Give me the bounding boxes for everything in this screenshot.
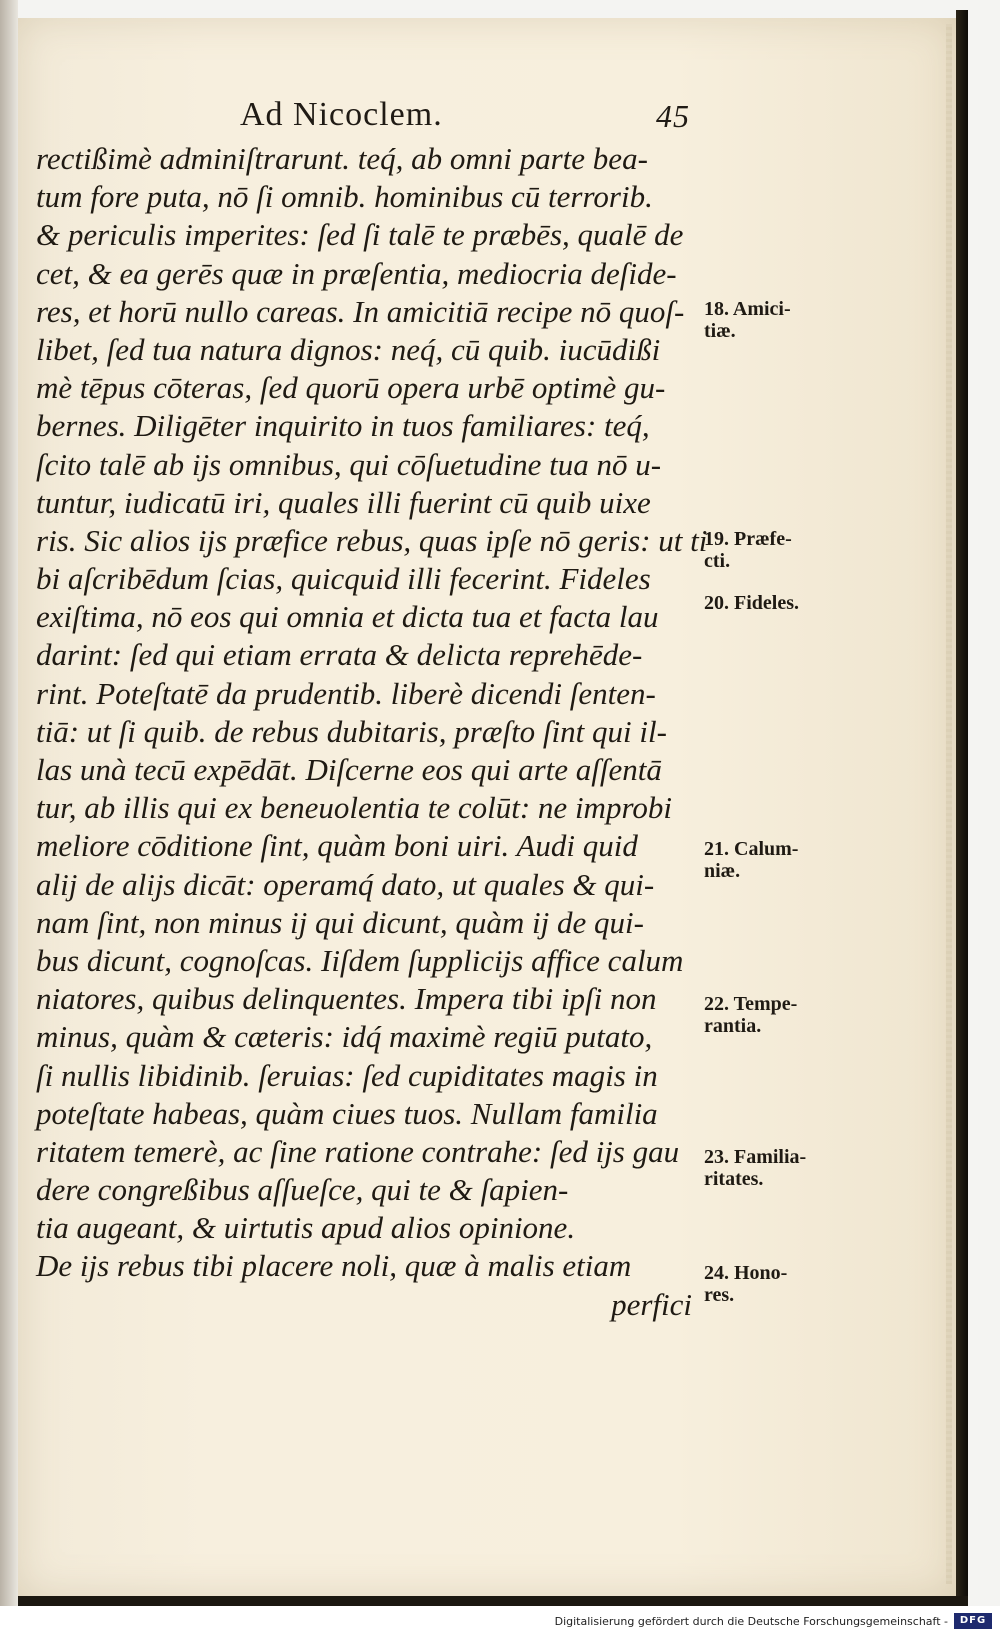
text-line: De ijs rebus tibi placere noli, quæ à malis etiam xyxy=(36,1248,632,1284)
text-line: niatores, quibus delinquentes. Impera tibi ipſi non xyxy=(36,981,657,1017)
digitization-footer xyxy=(0,1606,1000,1636)
marginal-note-line: 20. Fideles. xyxy=(704,592,799,614)
marginal-note-amicitiae xyxy=(704,298,824,342)
marginal-note-line: res. xyxy=(704,1284,735,1306)
text-line: ſcito talē ab ijs omnibus, qui cōſuetudine tua nō u- xyxy=(36,446,662,482)
text-line: & periculis imperites: ſed ſi talē te præbēs, qualē de xyxy=(36,217,684,253)
text-line: tia augeant, & uirtutis apud alios opinione. xyxy=(36,1210,576,1246)
text-line: nam ſint, non minus ij qui dicunt, quàm ij de qui- xyxy=(36,904,644,940)
marginal-note-line: cti. xyxy=(704,550,731,572)
text-line: bernes. Diligēter inquirito in tuos familiares: teq́, xyxy=(36,408,650,444)
marginal-note-honores xyxy=(704,1262,824,1306)
marginal-note-line: 22. Tempe- xyxy=(704,993,798,1015)
text-line: libet, ſed tua natura dignos: neq́, cū quib. iucūdißi xyxy=(36,331,661,367)
text-line: ſi nullis libidinib. ſeruias: ſed cupiditates magis in xyxy=(36,1057,658,1093)
marginal-note-line: ritates. xyxy=(704,1168,764,1190)
text-line: dere congreßibus aſſueſce, qui te & ſapien- xyxy=(36,1172,569,1208)
text-line: tuntur, iudicatū iri, quales illi fuerint cū quib uixe xyxy=(36,484,651,520)
text-line: meliore cōditione ſint, quàm boni uiri. Audi quid xyxy=(36,828,638,864)
text-line: tiā: ut ſi quib. de rebus dubitaris, præſto ſint qui il- xyxy=(36,713,667,749)
text-line: alij de alijs dicāt: operamq́ dato, ut quales & qui- xyxy=(36,866,655,902)
running-head xyxy=(240,96,690,136)
marginal-note-temperantia xyxy=(704,993,824,1037)
text-line: tur, ab illis qui ex beneuolentia te colūt: ne improbi xyxy=(36,790,672,826)
text-line: bi aſcribēdum ſcias, quicquid illi fecerint. Fideles xyxy=(36,561,651,597)
marginal-note-line: tiæ. xyxy=(704,320,736,342)
marginal-note-line: 24. Hono- xyxy=(704,1262,788,1284)
text-line: tum fore puta, nō ſi omnib. hominibus cū terrorib. xyxy=(36,179,653,215)
scan-border-right xyxy=(956,10,968,1600)
text-line: poteſtate habeas, quàm ciues tuos. Nullam familia xyxy=(36,1095,658,1131)
text-line: darint: ſed qui etiam errata & delicta reprehēde- xyxy=(36,637,643,673)
page-edge-texture xyxy=(946,24,952,1584)
scan-background-edge xyxy=(0,0,18,1636)
marginal-note-line: niæ. xyxy=(704,860,741,882)
text-line: ritatem temerè, ac ſine ratione contrahe: ſed ijs gau xyxy=(36,1133,680,1169)
text-line: res, et horū nullo careas. In amicitiā recipe nō quoſ- xyxy=(36,293,685,329)
text-line: ris. Sic alios ijs præfice rebus, quas ipſe nō geris: ut ti xyxy=(36,522,708,558)
marginal-note-praefecti xyxy=(704,528,824,572)
body-text xyxy=(36,140,716,1324)
marginal-note-line: 19. Præfe- xyxy=(704,528,792,550)
marginal-note-line: 21. Calum- xyxy=(704,838,799,860)
scan-border-bottom xyxy=(18,1596,968,1606)
text-line: rectißimè adminiſtrarunt. teq́, ab omni parte bea- xyxy=(36,141,648,176)
funding-credit: Digitalisierung gefördert durch die Deutsche Forschungsgemeinschaft - xyxy=(554,1615,948,1628)
text-line: cet, & ea gerēs quæ in præſentia, mediocria deſide- xyxy=(36,255,677,291)
text-line: mè tēpus cōteras, ſed quorū opera urbē optimè gu- xyxy=(36,370,666,406)
text-line: bus dicunt, cognoſcas. Iiſdem ſupplicijs affice calum xyxy=(36,942,684,978)
dfg-logo: DFG xyxy=(954,1613,992,1629)
marginal-note-line: rantia. xyxy=(704,1015,762,1037)
page-number: 45 xyxy=(656,98,690,134)
running-head-title: Ad Nicoclem. xyxy=(240,96,443,133)
marginal-note-line: 18. Amici- xyxy=(704,298,791,320)
text-line: rint. Poteſtatē da prudentib. liberè dicendi ſenten- xyxy=(36,675,656,711)
text-line: minus, quàm & cæteris: idq́ maximè regiū putato, xyxy=(36,1019,653,1055)
marginal-note-familiaritates xyxy=(704,1146,824,1190)
text-line: exiſtima, nō eos qui omnia et dicta tua et facta lau xyxy=(36,599,659,635)
marginal-note-calumniae xyxy=(704,838,824,882)
marginal-note-fideles xyxy=(704,592,824,614)
catchword: perfici xyxy=(611,1286,692,1322)
marginal-note-line: 23. Familia- xyxy=(704,1146,807,1168)
text-line: las unà tecū expēdāt. Diſcerne eos qui arte aſſentā xyxy=(36,752,662,787)
